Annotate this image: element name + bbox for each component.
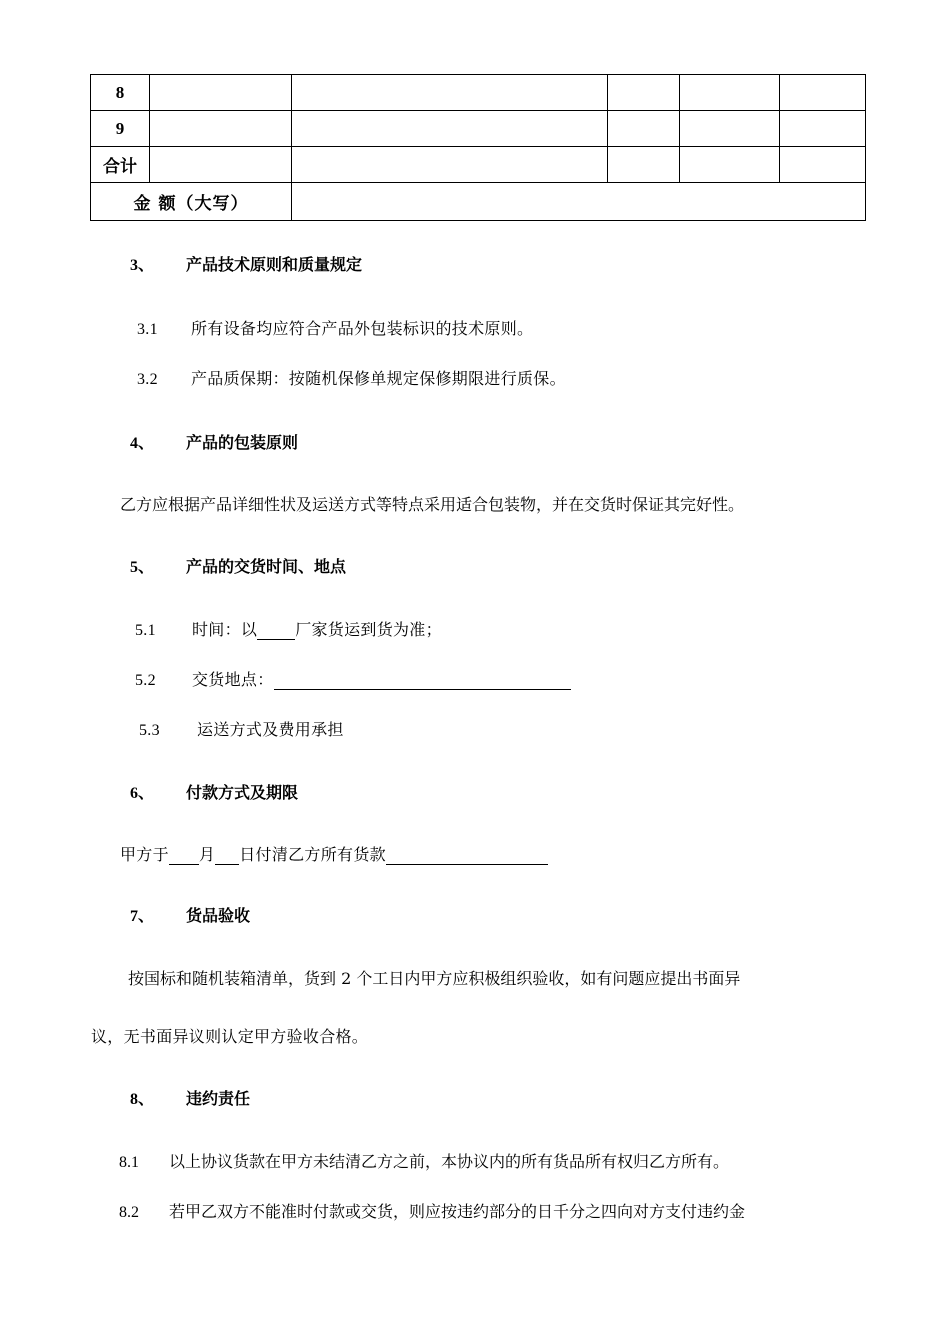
row-number: 8 — [91, 75, 150, 111]
clause-text: 产品质保期：按随机保修单规定保修期限进行质保。 — [191, 369, 566, 388]
text-part: 月 — [198, 845, 216, 864]
clause-number: 3.1 — [137, 321, 158, 338]
clause-number: 5.2 — [135, 672, 156, 689]
row-number: 9 — [91, 111, 150, 147]
table-cell — [680, 111, 780, 147]
table-cell — [292, 147, 608, 183]
blank-line — [274, 671, 571, 690]
section-7-text-line1: 按国标和随机装箱清单，货到 2 个工日内甲方应积极组织验收，如有问题应提出书面异 — [128, 969, 741, 988]
section-title: 产品技术原则和质量规定 — [186, 255, 363, 274]
section-title: 产品的包装原则 — [186, 433, 299, 452]
clause-text: 厂家货运到货为准； — [295, 620, 442, 639]
section-number: 8、 — [130, 1091, 155, 1108]
table-row — [91, 75, 866, 111]
table-row — [91, 111, 866, 147]
amount-label: 金 额（大写） — [91, 183, 292, 221]
table-cell — [608, 111, 680, 147]
blank-line — [215, 846, 239, 865]
section-8-heading — [130, 1086, 250, 1109]
table-cell — [292, 75, 608, 111]
section-6-heading — [130, 780, 298, 803]
section-number: 6、 — [130, 785, 155, 802]
table-cell — [680, 75, 780, 111]
section-4-text: 乙方应根据产品详细性状及运送方式等特点采用适合包装物，并在交货时保证其完好性。 — [120, 495, 745, 514]
section-number: 4、 — [130, 435, 155, 452]
clause-number: 3.2 — [137, 371, 158, 388]
goods-table — [90, 74, 866, 221]
section-number: 3、 — [130, 257, 155, 274]
section-5-heading — [130, 554, 346, 577]
blank-line — [386, 846, 548, 865]
blank-line — [257, 621, 295, 640]
table-cell — [780, 111, 866, 147]
section-number: 5、 — [130, 559, 155, 576]
section-number: 7、 — [130, 908, 155, 925]
section-title: 付款方式及期限 — [186, 783, 299, 802]
clause-text: 所有设备均应符合产品外包装标识的技术原则。 — [191, 319, 534, 338]
section-7-text-line2: 议，无书面异议则认定甲方验收合格。 — [91, 1027, 369, 1046]
table-row-total — [91, 147, 866, 183]
clause-text: 交货地点： — [192, 670, 274, 689]
section-6-text — [120, 842, 548, 865]
clause-5-1 — [135, 617, 442, 640]
clause-5-2 — [135, 667, 571, 690]
blank-line — [169, 846, 199, 865]
amount-value-cell — [292, 183, 866, 221]
table-cell — [780, 147, 866, 183]
clause-number: 5.1 — [135, 622, 156, 639]
clause-number: 5.3 — [139, 722, 160, 739]
clause-8-2 — [119, 1199, 745, 1222]
section-title: 货品验收 — [186, 906, 251, 925]
text-part: 日付清乙方所有货款 — [239, 845, 386, 864]
clause-number: 8.1 — [119, 1154, 139, 1171]
table-cell — [608, 75, 680, 111]
section-title: 产品的交货时间、地点 — [186, 557, 347, 576]
clause-3-2 — [137, 366, 566, 389]
table-cell — [608, 147, 680, 183]
clause-3-1 — [137, 316, 533, 339]
clause-text: 若甲乙双方不能准时付款或交货，则应按违约部分的日千分之四向对方支付违约金 — [169, 1202, 746, 1221]
table-cell — [150, 75, 292, 111]
clause-8-1 — [119, 1149, 729, 1172]
table-cell — [780, 75, 866, 111]
table-cell — [150, 147, 292, 183]
section-7-heading — [130, 903, 250, 926]
table-row-amount — [91, 183, 866, 221]
text-part: 甲方于 — [120, 845, 169, 864]
clause-5-3 — [139, 717, 344, 740]
clause-text: 以上协议货款在甲方未结清乙方之前，本协议内的所有货品所有权归乙方所有。 — [169, 1152, 730, 1171]
clause-text: 时间：以 — [192, 620, 258, 639]
table-cell — [680, 147, 780, 183]
section-3-heading — [130, 252, 362, 275]
table-cell — [292, 111, 608, 147]
clause-number: 8.2 — [119, 1204, 139, 1221]
section-4-heading — [130, 430, 298, 453]
table-cell — [150, 111, 292, 147]
section-title: 违约责任 — [186, 1089, 251, 1108]
total-label: 合计 — [91, 147, 150, 183]
clause-text: 运送方式及费用承担 — [197, 720, 344, 739]
